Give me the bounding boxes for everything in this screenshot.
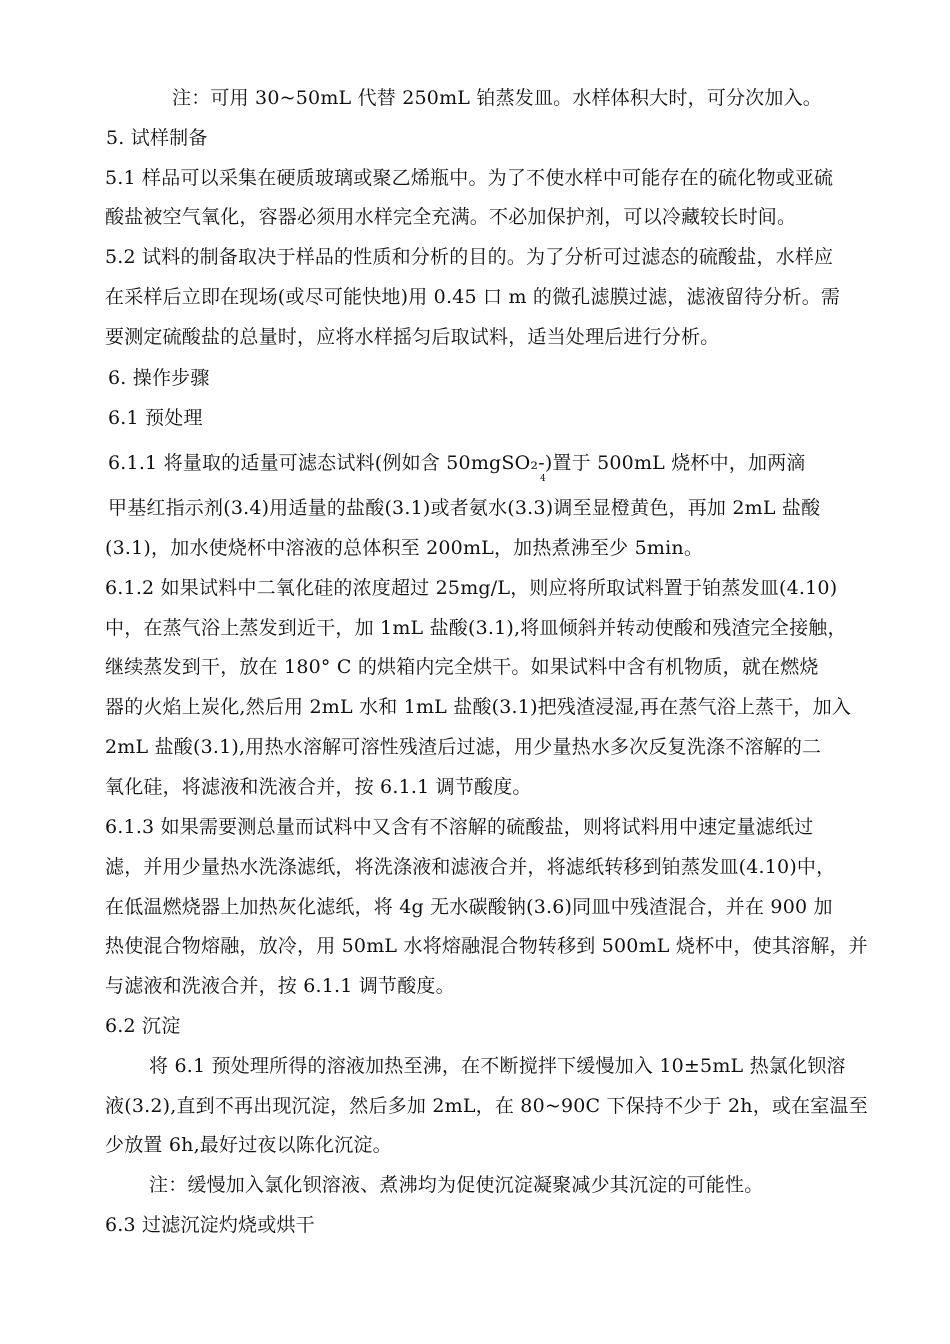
note-platinum-dish: 注：可用 30~50mL 代替 250mL 铂蒸发皿。水样体积大时，可分次加入。 xyxy=(172,87,822,109)
paragraph-6-1-3-line-2: 滤，并用少量热水洗涤滤纸，将洗涤液和滤液合并，将滤纸转移到铂蒸发皿(4.10)中， xyxy=(105,856,836,878)
paragraph-6-1-3-line-3: 在低温燃烧器上加热灰化滤纸，将 4g 无水碳酸钠(3.6)同皿中残渣混合，并在 900 加 xyxy=(105,896,833,918)
paragraph-5-2-line-3: 要测定硫酸盐的总量时，应将水样摇匀后取试料，适当处理后进行分析。 xyxy=(105,326,720,348)
paragraph-5-2-line-2: 在采样后立即在现场(或尽可能快地)用 0.45 口 m 的微孔滤膜过滤，滤液留待分析。需 xyxy=(105,286,841,308)
paragraph-6-1-2-line-1: 6.1.2 如果试料中二氧化硅的浓度超过 25mg/L，则应将所取试料置于铂蒸发皿(4.10) xyxy=(105,577,838,599)
paragraph-6-2-line-1: 将 6.1 预处理所得的溶液加热至沸，在不断搅拌下缓慢加入 10±5mL 热氯化钡溶 xyxy=(149,1055,846,1077)
paragraph-6-1-2-line-4: 器的火焰上炭化,然后用 2mL 水和 1mL 盐酸(3.1)把残渣浸湿,再在蒸气浴上蒸干，加入 xyxy=(105,696,852,718)
paragraph-6-1-3-line-1: 6.1.3 如果需要测总量而试料中又含有不溶解的硫酸盐，则将试料用中速定量滤纸过 xyxy=(105,816,814,838)
paragraph-6-2-line-3: 少放置 6h,最好过夜以陈化沉淀。 xyxy=(105,1134,392,1156)
paragraph-5-2-line-1: 5.2 试料的制备取决于样品的性质和分析的目的。为了分析可过滤态的硫酸盐，水样应 xyxy=(105,246,834,268)
paragraph-6-1-2-line-3: 继续蒸发到干，放在 180° C 的烘箱内完全烘干。如果试料中含有机物质，就在燃烧 xyxy=(105,656,819,678)
paragraph-6-1-3-line-4: 热使混合物熔融，放冷，用 50mL 水将熔融混合物转移到 500mL 烧杯中，使其溶解，并 xyxy=(105,935,868,957)
paragraph-6-1-1-line-1: 6.1.1 将量取的适量可滤态试料(例如含 50mgSO₂-)置于 500mL 烧杯中，加两滴 xyxy=(108,452,806,474)
paragraph-6-1-1-line-2: 甲基红指示剂(3.4)用适量的盐酸(3.1)或者氨水(3.3)调至显橙黄色，再加 2mL 盐酸 xyxy=(108,497,821,519)
paragraph-6-1-1-line-3: (3.1)，加水使烧杯中溶液的总体积至 200mL，加热煮沸至少 5min。 xyxy=(105,537,704,559)
section-6-3-heading: 6.3 过滤沉淀灼烧或烘干 xyxy=(105,1214,315,1236)
paragraph-6-1-3-line-5: 与滤液和洗液合并，按 6.1.1 调节酸度。 xyxy=(105,975,455,997)
paragraph-5-1-line-2: 酸盐被空气氧化，容器必须用水样完全充满。不必加保护剂，可以冷藏较长时间。 xyxy=(105,206,797,228)
section-6-heading: 6. 操作步骤 xyxy=(108,367,210,389)
section-6-1-heading: 6.1 预处理 xyxy=(108,407,203,429)
section-6-2-heading: 6.2 沉淀 xyxy=(105,1015,181,1037)
paragraph-6-2-line-2: 液(3.2),直到不再出现沉淀，然后多加 2mL，在 80~90C 下保持不少于 2h，或在室温至 xyxy=(105,1095,868,1117)
paragraph-6-1-2-line-6: 氧化硅，将滤液和洗液合并，按 6.1.1 调节酸度。 xyxy=(105,776,532,798)
paragraph-5-1-line-1: 5.1 样品可以采集在硬质玻璃或聚乙烯瓶中。为了不使水样中可能存在的硫化物或亚硫 xyxy=(105,167,834,189)
section-5-heading: 5. 试样制备 xyxy=(106,127,208,149)
paragraph-6-1-2-line-5: 2mL 盐酸(3.1),用热水溶解可溶性残渣后过滤，用少量热水多次反复洗涤不溶解的二 xyxy=(105,736,822,758)
sulfate-subscript: 4 xyxy=(540,474,546,484)
paragraph-6-1-2-line-2: 中，在蒸气浴上蒸发到近干，加 1mL 盐酸(3.1),将皿倾斜并转动使酸和残渣完全接触， xyxy=(105,617,847,639)
note-barium-chloride: 注：缓慢加入氯化钡溶液、煮沸均为促使沉淀凝聚减少其沉淀的可能性。 xyxy=(149,1174,764,1196)
